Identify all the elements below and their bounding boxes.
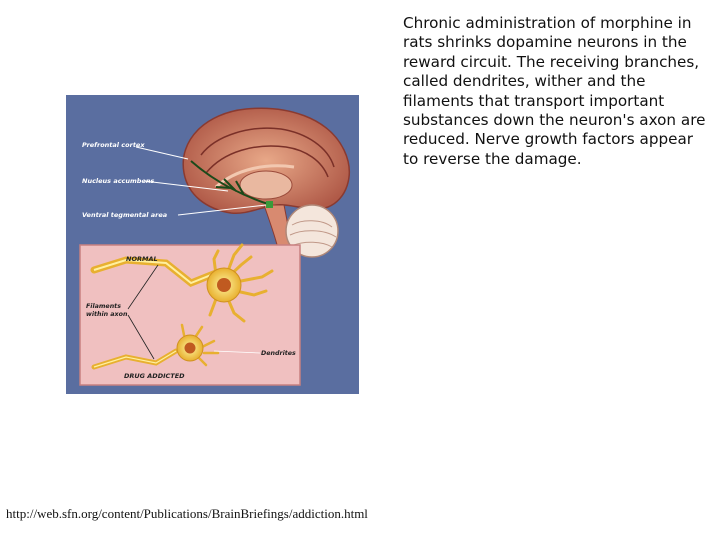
thalamus-shape — [240, 171, 292, 199]
source-url: http://web.sfn.org/content/Publications/BrainBriefings/addiction.html — [6, 506, 368, 521]
label-filaments-line2: within axon — [86, 311, 128, 318]
brain-neuron-illustration — [66, 95, 359, 394]
label-dendrites: Dendrites — [261, 350, 296, 357]
label-filaments-line1: Filaments — [86, 303, 121, 310]
normal-nucleus — [217, 278, 231, 292]
label-normal: NORMAL — [126, 255, 158, 263]
label-nucleus-accumbens: Nucleus accumbens — [82, 177, 155, 185]
label-drug-addicted: DRUG ADDICTED — [124, 372, 185, 380]
addicted-nucleus — [185, 343, 196, 354]
figure-caption: Chronic administration of morphine in rats shrinks dopamine neurons in the reward circuit. The receiving branches, called dendrites, wither and the filaments that transport important substances down the neuron's axon are reduced. Nerve growth factors appear to reverse the damage. — [403, 14, 706, 168]
illustration-svg — [66, 95, 359, 394]
vta-marker — [266, 201, 273, 208]
neuron-inset — [80, 245, 300, 385]
label-ventral-tegmental-area: Ventral tegmental area — [82, 211, 168, 219]
label-prefrontal-cortex: Prefrontal cortex — [82, 141, 145, 149]
